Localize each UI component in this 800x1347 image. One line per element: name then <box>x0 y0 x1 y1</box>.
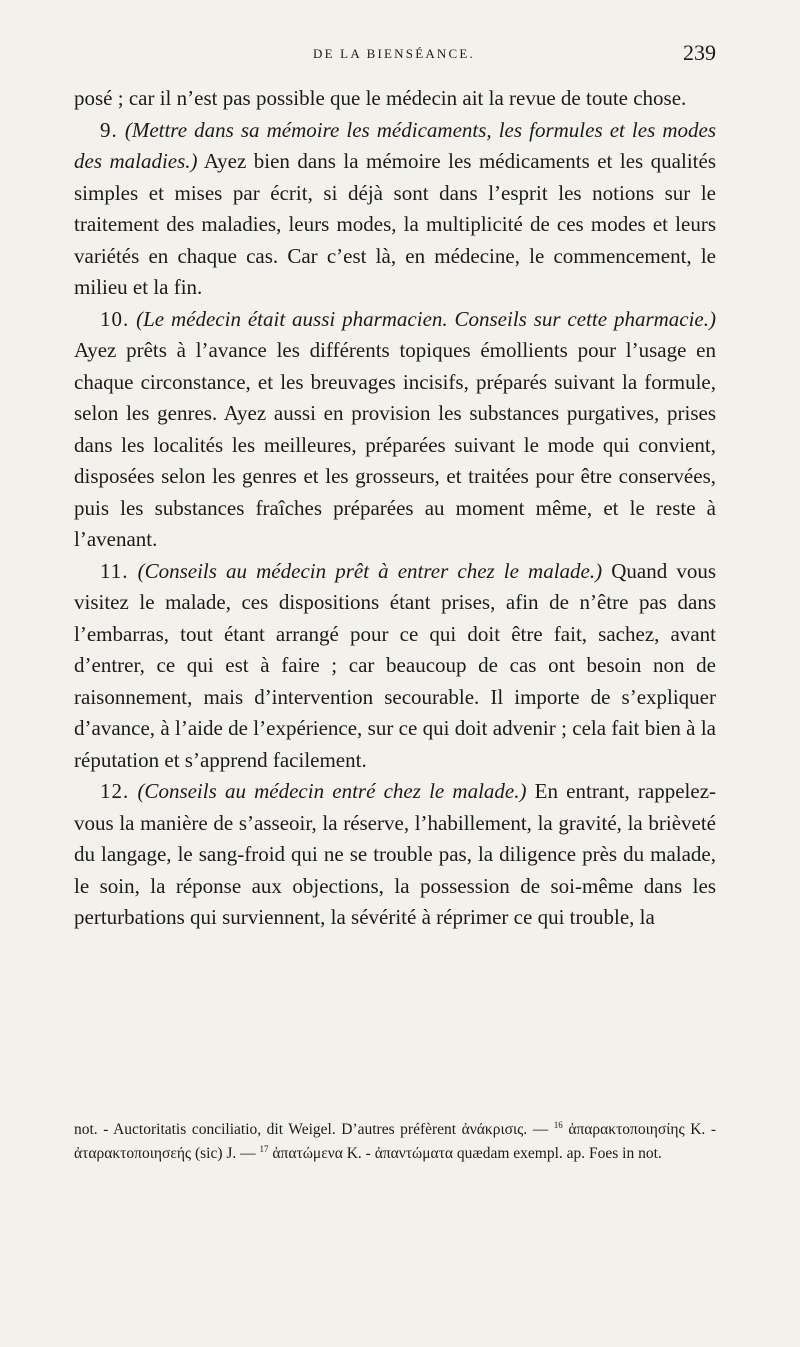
paragraph-text: Ayez prêts à l’avance les différents topiques émollients pour l’usage en chaque circonstance, et les breuvages incisifs, préparés suivant la formule, selon les genres. Ayez aussi en provision les substances purgatives, prises dans les localités les meilleures, préparées suivant le mode qui convient, disposées selon les genres et les grosseurs, et traitées pour être conservées, puis les substances fraîches préparées au moment même, et le reste à l’avenant. <box>74 338 716 551</box>
paragraph-heading: (Le médecin était aussi pharmacien. Conseils sur cette pharmacie.) <box>136 306 716 331</box>
footnote-mark-16: 16 <box>553 1119 563 1130</box>
paragraph-heading: (Conseils au médecin prêt à entrer chez le malade.) <box>137 558 603 583</box>
paragraph-text: En entrant, rappelez-vous la manière de s’asseoir, la réserve, l’habillement, la gravité, la brièveté du langage, le sang-froid qui ne se trouble pas, la diligence près du malade, le soin, la réponse aux objections, la possession de soi-même dans les perturbations qui surviennent, la sévérité à réprimer ce qui trouble, la <box>74 779 717 929</box>
footnotes <box>74 1118 716 1165</box>
footnote-mark-17: 17 <box>259 1143 269 1154</box>
footnote-block <box>74 1118 716 1165</box>
paragraph-text: posé ; car il n’est pas possible que le médecin ait la revue de toute chose. <box>74 86 687 110</box>
page-number: 239 <box>683 40 716 65</box>
paragraph-continuation <box>74 83 716 115</box>
footnote-17: ἀπατώμενα K. - ἀπαντώματα quædam exempl. ap. Foes in not. <box>272 1144 662 1162</box>
paragraph-number: 11. <box>100 558 129 583</box>
paragraph-heading: (Conseils au médecin entré chez le malade.) <box>137 779 527 803</box>
paragraph-heading: (Mettre dans sa mémoire les médicaments, les formules et les modes des maladies.) <box>74 117 716 173</box>
paragraph-text: Ayez bien dans la mémoire les médicaments et les qualités simples et mises par écrit, si déjà sont dans l’esprit les notions sur le traitement des maladies, leurs modes, la multiplicité de ces modes et leurs variétés en chaque cas. Car c’est là, en médecine, le commencement, le milieu et la fin. <box>74 149 716 299</box>
running-head: DE LA BIENSÉANCE. <box>313 46 475 61</box>
paragraph-11 <box>74 556 716 777</box>
paragraph-number: 9. <box>100 117 118 142</box>
footnote-16: ἀπαρακτοποιησίης K. - ἀταρακτοποιησεής (sic) J. — <box>74 1121 717 1162</box>
paragraph-text: Quand vous visitez le malade, ces dispositions étant prises, afin de n’être pas dans l’embarras, tout étant arrangé pour ce qui doit être fait, sachez, avant d’entrer, ce qui est à faire ; car beaucoup de cas ont besoin non de raisonnement, mais d’intervention secourable. Il importe de s’expliquer d’avance, à l’aide de l’expérience, sur ce qui doit advenir ; cela fait bien à la réputation et s’apprend facilement. <box>74 558 716 772</box>
paragraph-12 <box>74 776 716 934</box>
body-text <box>74 83 716 934</box>
footnote-line: not. - Auctoritatis conciliatio, dit Weigel. D’autres préfèrent ἀνάκρισις. — <box>74 1121 549 1138</box>
paragraph-number: 12. <box>100 779 130 803</box>
paragraph-10 <box>74 304 716 556</box>
paragraph-number: 10. <box>100 306 130 331</box>
paragraph-9 <box>74 115 716 304</box>
